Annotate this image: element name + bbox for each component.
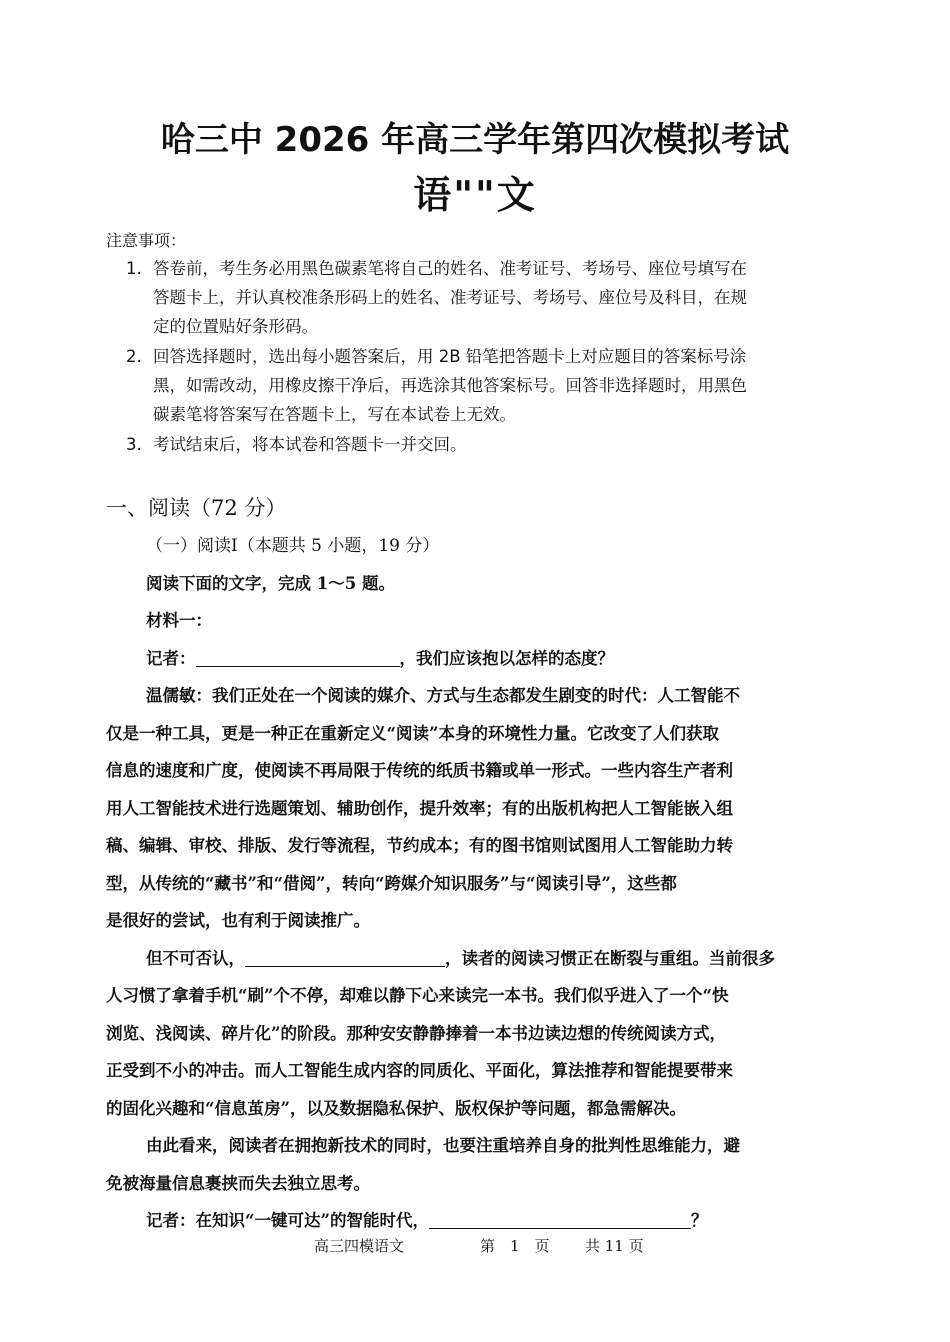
paragraph-line: 信息的速度和广度，使阅读不再局限于传统的纸质书籍或单一形式。一些内容生产者利 (106, 761, 733, 780)
fill-blank (245, 950, 445, 967)
notice-line: 答卷前，考生务必用黑色碳素笔将自己的姓名、准考证号、考场号、座位号填写在 (153, 259, 747, 278)
footer-title: 高三四模语文 (314, 1237, 405, 1255)
notice-item-number: 1. (126, 259, 142, 278)
page-prefix: 第 (480, 1237, 496, 1255)
notice-line: 回答选择题时，选出每小题答案后，用 2B 铅笔把答题卡上对应题目的答案标号涂 (153, 347, 747, 366)
question-prefix: 记者： (146, 649, 196, 668)
footer-total: 共 11 页 (585, 1237, 644, 1255)
fill-blank (196, 650, 400, 667)
notice-heading: 注意事项： (106, 231, 187, 250)
footer-page (480, 1235, 550, 1256)
paragraph-line: 是很好的尝试，也有利于阅读推广。 (106, 911, 370, 930)
subject-title: 语""文 (413, 172, 537, 217)
text-segment: 但不可否认， (146, 949, 245, 968)
paragraph-line: 由此看来，阅读者在拥抱新技术的同时，也要注重培养自身的批判性思维能力，避 (146, 1136, 740, 1155)
paragraph-line: 用人工智能技术进行选题策划、辅助创作，提升效率；有的出版机构把人工智能嵌入组 (106, 799, 733, 818)
page-number: 1 (510, 1237, 520, 1255)
paragraph-line: 温儒敏：我们正处在一个阅读的媒介、方式与生态都发生剧变的时代：人工智能不 (146, 686, 740, 705)
notice-line: 答题卡上，并认真校准条形码上的姓名、准考证号、考场号、座位号及科目，在规 (153, 288, 747, 307)
notice-line: 碳素笔将答案写在答题卡上，写在本试卷上无效。 (153, 405, 516, 424)
paragraph-line: 型，从传统的“藏书”和“借阅”，转向“跨媒介知识服务”与“阅读引导”，这些都 (106, 874, 677, 893)
question-suffix: ？ (690, 1211, 708, 1230)
instruction: 阅读下面的文字，完成 1～5 题。 (146, 574, 395, 593)
notice-item-1 (126, 254, 747, 341)
subsection-heading: （一）阅读Ⅰ（本题共 5 小题，19 分） (146, 536, 440, 556)
material-label: 材料一： (146, 611, 212, 630)
notice-line: 黑，如需改动，用橡皮擦干净后，再选涂其他答案标号。回答非选择题时，用黑色 (153, 376, 747, 395)
paragraph-line: 稿、编辑、审校、排版、发行等流程，节约成本；有的图书馆则试图用人工智能助力转 (106, 836, 733, 855)
text-segment: ，读者的阅读习惯正在断裂与重组。当前很多 (445, 949, 775, 968)
question-suffix: ，我们应该抱以怎样的态度？ (399, 649, 614, 668)
question-2 (146, 1207, 707, 1231)
notice-line: 考试结束后，将本试卷和答题卡一并交回。 (153, 435, 467, 454)
page-suffix: 页 (534, 1237, 550, 1255)
paragraph-line: 免被海量信息裹挟而失去独立思考。 (106, 1174, 370, 1193)
section-heading: 一、阅读（72 分） (106, 496, 287, 520)
question-prefix: 记者：在知识“一键可达”的智能时代， (146, 1211, 429, 1230)
exam-title: 哈三中 2026 年高三学年第四次模拟考试 (160, 120, 790, 160)
paragraph-line: 的固化兴趣和“信息茧房”，以及数据隐私保护、版权保护等问题，都急需解决。 (106, 1099, 686, 1118)
notice-item-number: 2. (126, 347, 142, 366)
notice-item-2 (126, 342, 747, 429)
paragraph-line: 仅是一种工具，更是一种正在重新定义“阅读”本身的环境性力量。它改变了人们获取 (106, 724, 719, 743)
fill-blank (429, 1212, 691, 1229)
paragraph-line: 人习惯了拿着手机“刷”个不停，却难以静下心来读完一本书。我们似乎进入了一个“快 (106, 986, 729, 1005)
notice-item-number: 3. (126, 435, 142, 454)
paragraph-line (146, 945, 775, 969)
notice-line: 定的位置贴好条形码。 (153, 317, 318, 336)
question-1 (146, 645, 614, 669)
notice-item-3 (126, 430, 467, 459)
paragraph-line: 正受到不小的冲击。而人工智能生成内容的同质化、平面化，算法推荐和智能提要带来 (106, 1061, 733, 1080)
paragraph-line: 浏览、浅阅读、碎片化”的阶段。那种安安静静捧着一本书边读边想的传统阅读方式， (106, 1024, 726, 1043)
